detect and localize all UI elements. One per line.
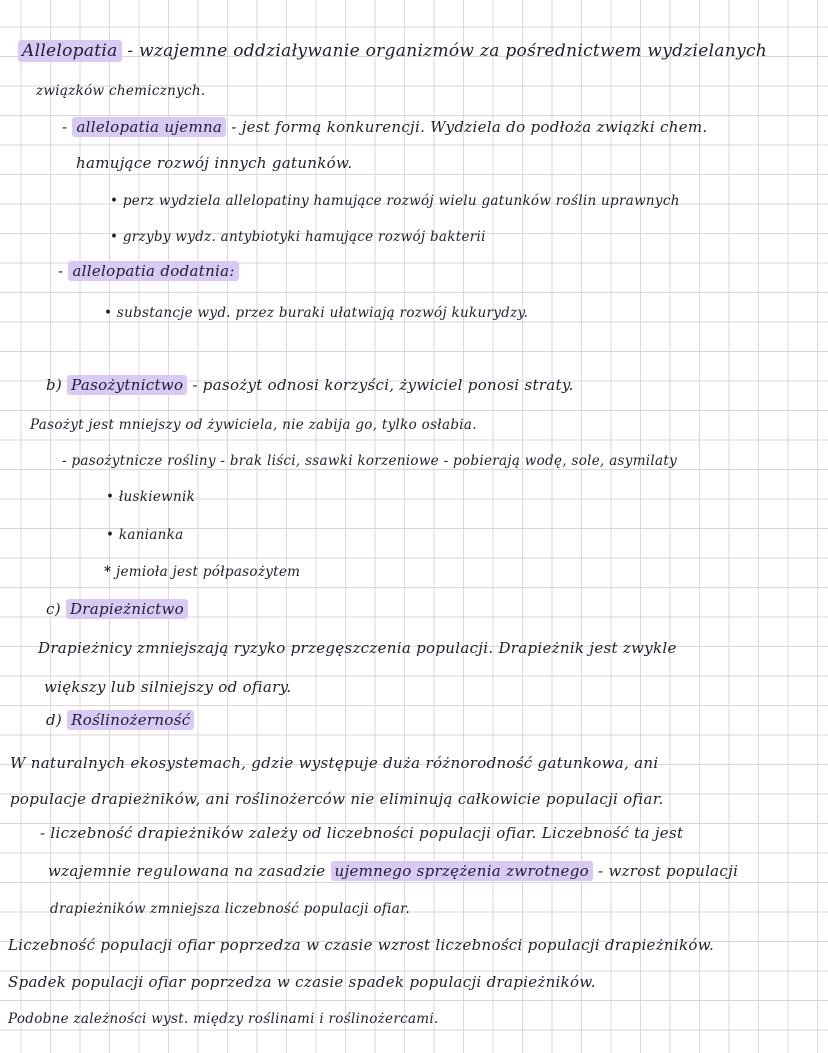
parasitism-bullet-1: łuskiewnik (118, 489, 196, 505)
parasitism-bullet-2: kanianka (118, 527, 184, 543)
list-item (104, 302, 528, 324)
allelopathy-definition-line-1 (18, 40, 767, 62)
positive-allelopathy-line: - allelopatia dodatnia: (58, 260, 239, 282)
negative-bullet-1: perz wydziela allelopatiny hamujące rozwój wielu gatunków roślin uprawnych (122, 193, 680, 209)
herbivory-line-5: drapieżników zmniejsza liczebność populacji ofiar. (50, 901, 410, 917)
herbivory-line-3: - liczebność drapieżników zależy od liczebności populacji ofiar. Liczebność ta jest (40, 824, 684, 842)
parasitism-letter: b) (46, 376, 63, 394)
herbivory-line-7: Spadek populacji ofiar poprzedza w czasie spadek populacji drapieżników. (8, 973, 596, 991)
herbivory-line-8: Podobne zależności wyst. między roślinami i roślinożercami. (8, 1011, 439, 1027)
negative-bullet-2: grzyby wydz. antybiotyki hamujące rozwój bakterii (122, 229, 486, 245)
allelopathy-heading: Allelopatia (18, 40, 122, 62)
list-item (110, 226, 486, 248)
predation-line-1: Drapieżnicy zmniejszają ryzyko przegęszczenia populacji. Drapieżnik jest zwykle (38, 639, 677, 657)
negative-allelopathy-rest-1: - jest formą konkurencji. Wydziela do podłoża związki chem. (226, 118, 708, 136)
parasitic-plants-line: - pasożytnicze rośliny - brak liści, ssawki korzeniowe - pobierają wodę, sole, asymilaty (62, 453, 678, 469)
list-item (106, 524, 183, 546)
herbivory-letter: d) (46, 711, 63, 729)
herbivory-line-1: W naturalnych ekosystemach, gdzie występuje duża różnorodność gatunkowa, ani (10, 754, 659, 772)
bullet-icon: • (106, 527, 115, 543)
list-item (104, 561, 300, 583)
predation-line-2: większy lub silniejszy od ofiary. (44, 678, 292, 696)
parasitism-heading-line (46, 374, 574, 396)
negative-allelopathy-label: allelopatia ujemna (72, 117, 226, 137)
negative-allelopathy-line-2: hamujące rozwój innych gatunków. (76, 154, 353, 172)
herbivory-line-4-pre: wzajemnie regulowana na zasadzie (48, 862, 331, 880)
herbivory-heading: Roślinożerność (67, 710, 194, 730)
positive-bullet-1: substancje wyd. przez buraki ułatwiają rozwój kukurydzy. (116, 305, 529, 321)
parasitism-heading: Pasożytnictwo (67, 375, 187, 395)
allelopathy-def-rest-1: - wzajemne oddziaływanie organizmów za pośrednictwem wydzielanych (121, 41, 768, 61)
list-item (106, 486, 195, 508)
herbivory-heading-line (46, 709, 194, 731)
herbivory-line-4-post: - wzrost populacji (592, 862, 739, 880)
predation-letter: c) (46, 600, 61, 618)
parasitism-line-2: Pasożyt jest mniejszy od żywiciela, nie zabija go, tylko osłabia. (30, 417, 477, 433)
feedback-highlight: ujemnego sprzężenia zwrotnego (331, 861, 593, 881)
star-icon: * (104, 564, 112, 580)
bullet-icon: • (106, 489, 115, 505)
bullet-icon: • (104, 305, 113, 321)
predation-heading: Drapieżnictwo (66, 599, 188, 619)
bullet-icon: • (110, 193, 119, 209)
list-item (110, 190, 680, 212)
predation-heading-line (46, 598, 188, 620)
herbivory-line-2: populacje drapieżników, ani roślinożerców nie eliminują całkowicie populacji ofiar. (10, 790, 664, 808)
allelopathy-definition-line-2: związków chemicznych. (36, 83, 206, 99)
herbivory-line-6: Liczebność populacji ofiar poprzedza w czasie wzrost liczebności populacji drapieżników. (8, 936, 715, 954)
parasitism-star-note: jemioła jest półpasożytem (115, 564, 301, 580)
herbivory-line-4 (48, 860, 738, 882)
negative-allelopathy-line-1: - allelopatia ujemna - jest formą konkurencji. Wydziela do podłoża związki chem. (62, 118, 708, 136)
bullet-icon: • (110, 229, 119, 245)
parasitism-def-rest: - pasożyt odnosi korzyści, żywiciel ponosi straty. (187, 376, 574, 394)
positive-allelopathy-label: allelopatia dodatnia: (68, 261, 238, 281)
